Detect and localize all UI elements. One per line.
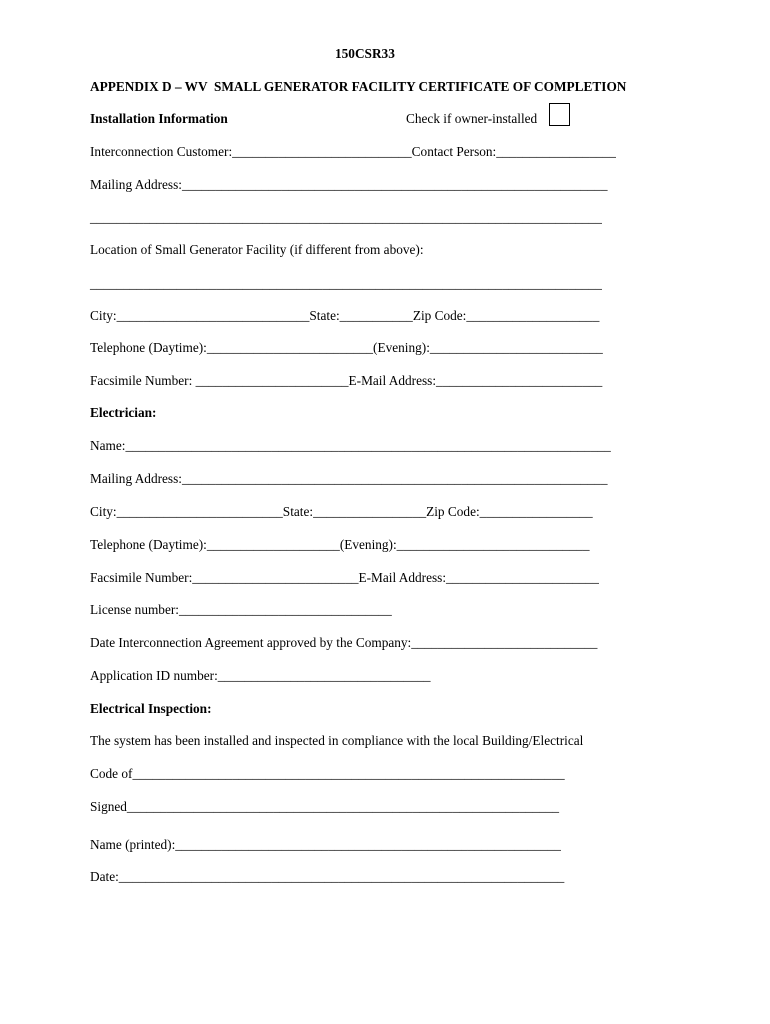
code-of-field[interactable]: Code of_________________________________________________________________ xyxy=(90,766,565,781)
mailing-address-field-line2[interactable]: _____________________________________________________________________________ xyxy=(90,210,602,225)
signed-field[interactable]: Signed_________________________________________________________________ xyxy=(90,799,560,814)
license-number-field[interactable]: License number:________________________________ xyxy=(90,602,392,617)
document-title: APPENDIX D – WV SMALL GENERATOR FACILITY CERTIFICATE OF COMPLETION xyxy=(90,79,627,94)
agreement-date-field[interactable]: Date Interconnection Agreement approved by the Company:____________________________ xyxy=(90,635,598,650)
mailing-address-field[interactable]: Mailing Address:________________________________________________________________ xyxy=(90,177,608,192)
name-printed-field[interactable]: Name (printed):__________________________________________________________ xyxy=(90,837,561,852)
inspection-heading: Electrical Inspection: xyxy=(90,701,212,716)
electrician-fax-email-field[interactable]: Facsimile Number:_________________________E-Mail Address:_______________________ xyxy=(90,570,599,585)
date-field[interactable]: Date:___________________________________________________________________ xyxy=(90,869,565,884)
electrician-mailing-address-field[interactable]: Mailing Address:________________________________________________________________ xyxy=(90,471,608,486)
installation-heading: Installation Information xyxy=(90,111,228,126)
electrician-name-field[interactable]: Name:_________________________________________________________________________ xyxy=(90,438,611,453)
city-state-zip-field[interactable]: City:_____________________________State:___________Zip Code:____________________ xyxy=(90,308,600,323)
interconnection-customer-field[interactable]: Interconnection Customer:___________________________Contact Person:__________________ xyxy=(90,144,616,159)
facility-location-field[interactable]: _____________________________________________________________________________ xyxy=(90,276,602,291)
application-id-field[interactable]: Application ID number:________________________________ xyxy=(90,668,431,683)
owner-installed-checkbox[interactable] xyxy=(549,103,570,126)
owner-installed-label: Check if owner-installed xyxy=(406,111,538,126)
document-code: 150CSR33 xyxy=(335,46,395,61)
fax-email-field[interactable]: Facsimile Number: _______________________E-Mail Address:_________________________ xyxy=(90,373,603,388)
electrician-heading: Electrician: xyxy=(90,405,157,420)
electrician-telephone-field[interactable]: Telephone (Daytime):____________________(Evening):_____________________________ xyxy=(90,537,590,552)
telephone-field[interactable]: Telephone (Daytime):_________________________(Evening):__________________________ xyxy=(90,340,603,355)
inspection-statement: The system has been installed and inspected in compliance with the local Building/Electrical xyxy=(90,733,584,748)
facility-location-label: Location of Small Generator Facility (if different from above): xyxy=(90,242,424,257)
electrician-city-state-zip-field[interactable]: City:_________________________State:_________________Zip Code:_________________ xyxy=(90,504,593,519)
